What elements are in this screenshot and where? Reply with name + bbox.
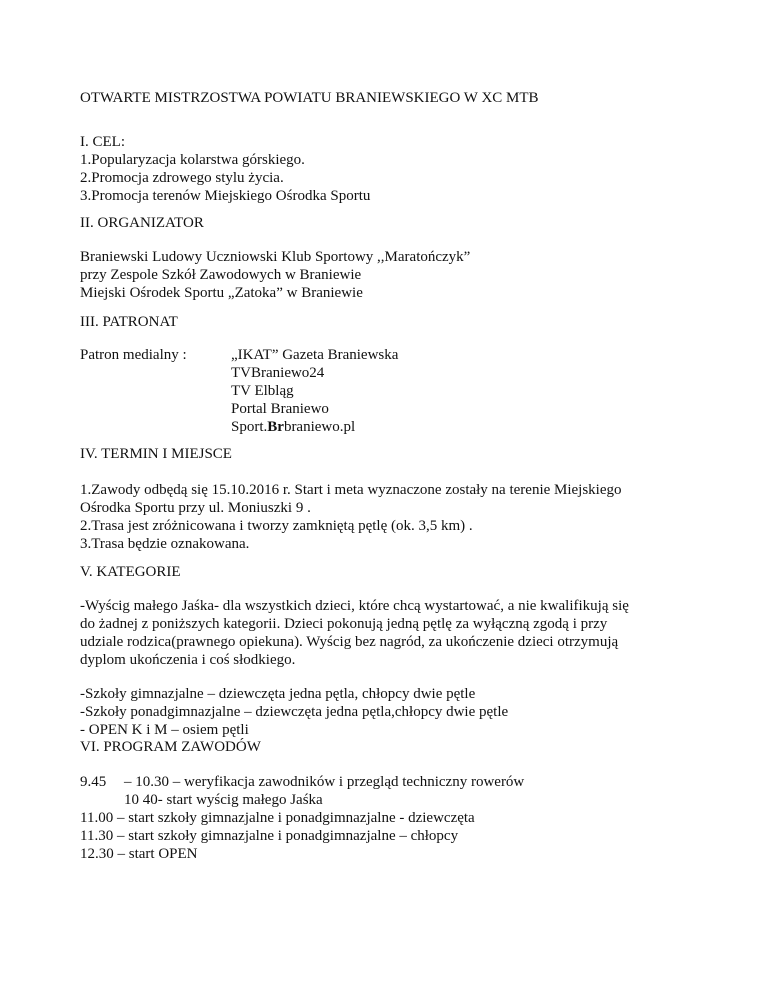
organizator-line: Miejski Ośrodek Sportu „Zatoka” w Braniewie	[80, 285, 363, 301]
program-line: 12.30 – start OPEN	[80, 846, 198, 862]
termin-line: Ośrodka Sportu przy ul. Moniuszki 9 .	[80, 500, 311, 516]
section-heading-program: VI. PROGRAM ZAWODÓW	[80, 739, 261, 755]
program-time: 9.45	[80, 774, 107, 790]
patron-item-website	[231, 418, 355, 436]
program-line: – 10.30 – weryfikacja zawodników i przegląd techniczny rowerów	[124, 774, 525, 790]
kategorie-paragraph-line: udziale rodzica(prawnego opiekuna). Wyścig bez nagród, za ukończenie dzieci otrzymują	[80, 634, 619, 650]
termin-line: 2.Trasa jest zróżnicowana i tworzy zamkniętą pętlę (ok. 3,5 km) .	[80, 518, 473, 534]
cel-item: 1.Popularyzacja kolarstwa górskiego.	[80, 152, 305, 168]
patron-label: Patron medialny :	[80, 347, 187, 363]
section-heading-patronat: III. PATRONAT	[80, 314, 178, 330]
patron-website-bold: Br	[267, 419, 284, 435]
section-heading-cel: I. CEL:	[80, 134, 125, 150]
program-line: 11.00 – start szkoły gimnazjalne i ponadgimnazjalne - dziewczęta	[80, 810, 475, 826]
kategorie-item: -Szkoły ponadgimnazjalne – dziewczęta jedna pętla,chłopcy dwie pętle	[80, 704, 509, 720]
termin-line: 3.Trasa będzie oznakowana.	[80, 536, 250, 552]
kategorie-paragraph-line: do żadnej z poniższych kategorii. Dzieci pokonują jedną pętlę za wyłączną zgodą i przy	[80, 616, 608, 632]
document-title: OTWARTE MISTRZOSTWA POWIATU BRANIEWSKIEGO W XC MTB	[80, 90, 539, 106]
section-heading-organizator: II. ORGANIZATOR	[80, 215, 204, 231]
section-heading-termin: IV. TERMIN I MIEJSCE	[80, 446, 232, 462]
patron-item: Portal Braniewo	[231, 401, 329, 417]
patron-website-prefix: Sport.	[231, 419, 268, 435]
organizator-line: przy Zespole Szkół Zawodowych w Braniewie	[80, 267, 362, 283]
kategorie-item: -Szkoły gimnazjalne – dziewczęta jedna pętla, chłopcy dwie pętle	[80, 686, 476, 702]
kategorie-paragraph-line: -Wyścig małego Jaśka- dla wszystkich dzieci, które chcą wystartować, a nie kwalifikują się	[80, 598, 629, 614]
patron-item: TV Elbląg	[231, 383, 294, 399]
patron-item: „IKAT” Gazeta Braniewska	[231, 347, 399, 363]
cel-item: 3.Promocja terenów Miejskiego Ośrodka Sportu	[80, 188, 371, 204]
termin-line: 1.Zawody odbędą się 15.10.2016 r. Start i meta wyznaczone zostały na terenie Miejskiego	[80, 482, 622, 498]
kategorie-item: - OPEN K i M – osiem pętli	[80, 722, 249, 738]
patron-website-suffix: braniewo.pl	[283, 419, 356, 435]
patron-item: TVBraniewo24	[231, 365, 325, 381]
organizator-line: Braniewski Ludowy Uczniowski Klub Sportowy ,,Maratończyk”	[80, 249, 471, 265]
program-line: 10 40- start wyścig małego Jaśka	[124, 792, 323, 808]
section-heading-kategorie: V. KATEGORIE	[80, 564, 181, 580]
program-line: 11.30 – start szkoły gimnazjalne i ponadgimnazjalne – chłopcy	[80, 828, 459, 844]
kategorie-paragraph-line: dyplom ukończenia i coś słodkiego.	[80, 652, 296, 668]
cel-item: 2.Promocja zdrowego stylu życia.	[80, 170, 284, 186]
